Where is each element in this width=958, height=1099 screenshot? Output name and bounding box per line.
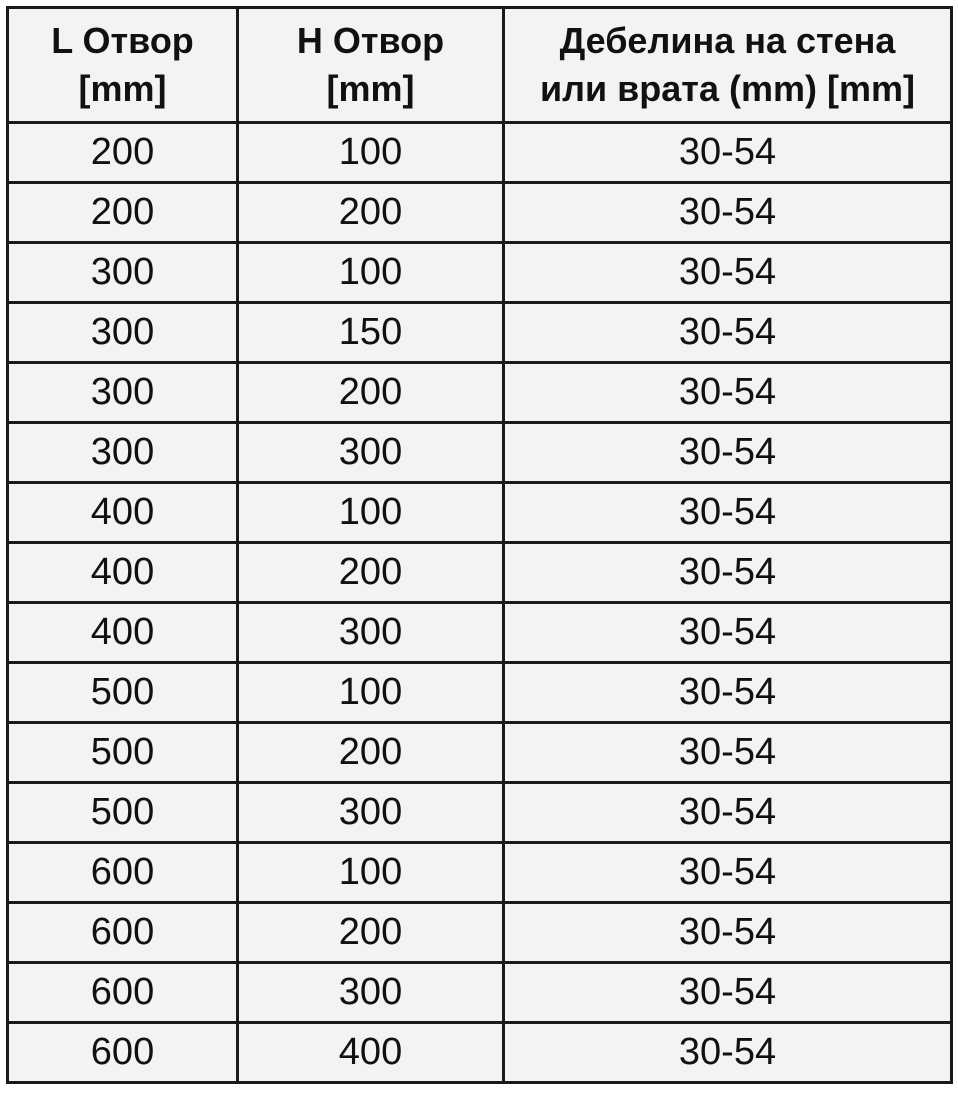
cell-l-opening: 400: [8, 603, 238, 663]
header-wall-thickness: [504, 8, 952, 123]
table-row: [8, 183, 952, 243]
cell-h-opening: 100: [238, 243, 504, 303]
table-row: [8, 123, 952, 183]
table-row: [8, 543, 952, 603]
cell-h-opening: 300: [238, 963, 504, 1023]
cell-h-opening: 100: [238, 663, 504, 723]
table-row: [8, 603, 952, 663]
cell-l-opening: 300: [8, 363, 238, 423]
header-row: [8, 8, 952, 123]
table-header: [8, 8, 952, 123]
cell-h-opening: 200: [238, 903, 504, 963]
cell-h-opening: 200: [238, 723, 504, 783]
cell-h-opening: 100: [238, 483, 504, 543]
cell-l-opening: 600: [8, 1023, 238, 1083]
cell-h-opening: 400: [238, 1023, 504, 1083]
header-l-opening-line1: L Отвор: [51, 20, 194, 61]
cell-wall-thickness: 30-54: [504, 963, 952, 1023]
dimensions-table-container: [6, 6, 953, 1084]
cell-l-opening: 300: [8, 243, 238, 303]
cell-wall-thickness: 30-54: [504, 483, 952, 543]
cell-wall-thickness: 30-54: [504, 123, 952, 183]
cell-l-opening: 600: [8, 903, 238, 963]
cell-wall-thickness: 30-54: [504, 783, 952, 843]
header-h-opening-line2: [mm]: [326, 68, 415, 109]
cell-wall-thickness: 30-54: [504, 663, 952, 723]
dimensions-table: [6, 6, 953, 1084]
table-row: [8, 243, 952, 303]
cell-l-opening: 600: [8, 963, 238, 1023]
header-h-opening-line1: H Отвор: [296, 20, 445, 61]
cell-l-opening: 500: [8, 663, 238, 723]
cell-wall-thickness: 30-54: [504, 543, 952, 603]
cell-h-opening: 300: [238, 783, 504, 843]
table-body: [8, 123, 952, 1083]
table-row: [8, 663, 952, 723]
cell-wall-thickness: 30-54: [504, 843, 952, 903]
cell-l-opening: 200: [8, 183, 238, 243]
header-wall-thickness-line1: Дебелина на стена: [559, 20, 896, 61]
cell-wall-thickness: 30-54: [504, 423, 952, 483]
cell-h-opening: 200: [238, 543, 504, 603]
table-row: [8, 423, 952, 483]
table-row: [8, 363, 952, 423]
cell-h-opening: 100: [238, 123, 504, 183]
header-l-opening: [8, 8, 238, 123]
cell-h-opening: 200: [238, 363, 504, 423]
cell-l-opening: 600: [8, 843, 238, 903]
cell-l-opening: 300: [8, 423, 238, 483]
cell-h-opening: 300: [238, 423, 504, 483]
cell-l-opening: 400: [8, 483, 238, 543]
table-row: [8, 783, 952, 843]
cell-h-opening: 300: [238, 603, 504, 663]
table-row: [8, 303, 952, 363]
cell-h-opening: 100: [238, 843, 504, 903]
cell-wall-thickness: 30-54: [504, 723, 952, 783]
table-row: [8, 723, 952, 783]
table-row: [8, 1023, 952, 1083]
cell-wall-thickness: 30-54: [504, 363, 952, 423]
cell-l-opening: 400: [8, 543, 238, 603]
table-row: [8, 483, 952, 543]
cell-wall-thickness: 30-54: [504, 903, 952, 963]
cell-wall-thickness: 30-54: [504, 603, 952, 663]
table-row: [8, 963, 952, 1023]
table-row: [8, 843, 952, 903]
cell-l-opening: 300: [8, 303, 238, 363]
header-wall-thickness-line2: или врата (mm) [mm]: [540, 68, 915, 109]
cell-l-opening: 500: [8, 783, 238, 843]
cell-l-opening: 500: [8, 723, 238, 783]
table-row: [8, 903, 952, 963]
cell-h-opening: 150: [238, 303, 504, 363]
header-h-opening: [238, 8, 504, 123]
cell-wall-thickness: 30-54: [504, 183, 952, 243]
cell-wall-thickness: 30-54: [504, 303, 952, 363]
cell-wall-thickness: 30-54: [504, 1023, 952, 1083]
header-l-opening-line2: [mm]: [78, 68, 167, 109]
cell-wall-thickness: 30-54: [504, 243, 952, 303]
cell-l-opening: 200: [8, 123, 238, 183]
cell-h-opening: 200: [238, 183, 504, 243]
